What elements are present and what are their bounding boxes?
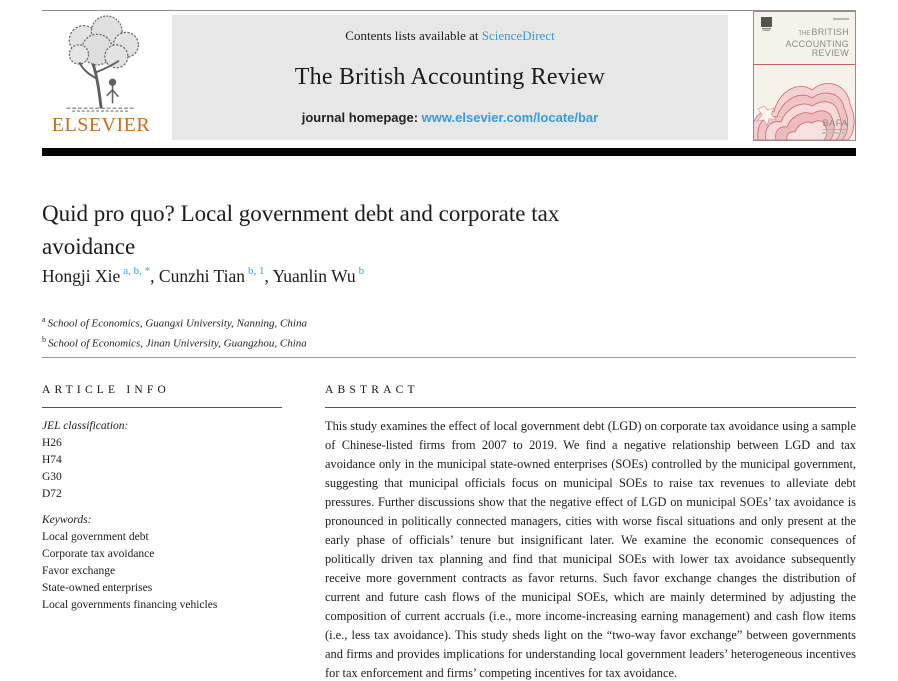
affiliation-a (42, 312, 307, 332)
author (42, 266, 159, 286)
sciencedirect-link[interactable]: ScienceDirect (481, 28, 555, 43)
cover-tiny-text (833, 18, 849, 20)
keyword: Corporate tax avoidance (42, 548, 155, 560)
article-info-column (42, 384, 282, 614)
abstract-top-rule (325, 407, 856, 408)
affiliations (42, 312, 307, 351)
elsevier-wordmark: ELSEVIER (51, 114, 151, 136)
contents-line (345, 28, 554, 44)
cover-bafa-subtext (822, 132, 848, 134)
keyword: Favor exchange (42, 565, 116, 577)
author-name: Yuanlin Wu (272, 266, 356, 286)
elsevier-logo (44, 15, 158, 141)
keywords-label: Keywords: (42, 514, 92, 526)
keyword: Local government debt (42, 531, 149, 543)
author-name: Cunzhi Tian (158, 266, 245, 286)
journal-banner (172, 15, 728, 140)
article-info-rule (42, 407, 282, 408)
cover-title-review: REVIEW (811, 48, 849, 58)
elsevier-tree-icon (53, 15, 149, 113)
cover-title-british: BRITISH (811, 27, 849, 37)
author-affil-sup: b, 1 (247, 265, 265, 278)
affiliation-sup: b (42, 334, 46, 344)
article-title: Quid pro quo? Local government debt and corporate tax avoidance (42, 201, 560, 259)
author (273, 266, 365, 286)
author-separator: , (264, 266, 273, 286)
author (159, 266, 273, 286)
cover-bafa-label: BAFA (822, 118, 848, 128)
journal-title: The British Accounting Review (294, 63, 606, 90)
author-affil-sup: b (358, 265, 365, 278)
author-name: Hongji Xie (42, 266, 121, 286)
keyword: Local governments financing vehicles (42, 599, 218, 611)
affiliation-text: School of Economics, Jinan University, Guangzhou, China (48, 337, 307, 350)
cover-journal-title (786, 28, 850, 59)
author-line (42, 266, 364, 287)
cover-title-accounting: ACCOUNTING (785, 38, 849, 49)
cover-publisher-emblem-icon (760, 17, 773, 32)
keyword: State-owned enterprises (42, 582, 153, 594)
jel-code: H74 (42, 454, 62, 466)
article-info-heading: ARTICLE INFO (42, 384, 170, 396)
homepage-label: journal homepage: (301, 110, 419, 125)
section-top-rule (42, 357, 856, 358)
cover-title-the: THE (798, 31, 811, 37)
top-rule (42, 10, 856, 11)
header-divider-bar (42, 148, 856, 156)
author-separator: , (150, 266, 159, 286)
abstract-column (325, 384, 856, 681)
abstract-heading: ABSTRACT (325, 384, 419, 396)
jel-code: G30 (42, 471, 62, 483)
homepage-line (302, 110, 598, 125)
abstract-text: This study examines the effect of local government debt (LGD) on corporate tax avoidance using a sample of Chinese-listed firms from 2007 to 2019. We find a negative relationship between LGD and tax avoidance only in the municipal state-owned enterprises (SOEs) controlled by the municipal government, suggesting that municipal officials focus on municipal SOEs to raise tax revenues to alleviate debt pressures. Further discussions show that the negative effect of LGD on municipal SOEs’ tax avoidance is pronounced in politically connected managers, cities with worse fiscal situations and only present at the early phase of officials’ tenure but insignificant later. We examine the economic consequences of politically driven tax planning and find that municipal SOEs with lower tax avoidance subsequently receive more government contracts as favor returns. Such favor exchange changes the distribution of current and future cash flows of the municipal SOEs, which are mainly determined by adjusting the composition of current accruals (i.e., more income-increasing earning management) and cash flow items (i.e., less tax avoidance). This study sheds light on the “two-way favor exchange” between governments and firms and provides implications for understanding local government leaders’ heterogeneous incentives for tax enforcement and firms’ competing incentives for tax avoidance. (325, 419, 856, 680)
author-affil-sup: a, b, * (123, 265, 151, 278)
jel-code: D72 (42, 488, 62, 500)
journal-cover-thumbnail (753, 11, 856, 141)
affiliation-b (42, 332, 307, 352)
affiliation-text: School of Economics, Guangxi University, Nanning, China (47, 317, 307, 330)
contents-text: Contents lists available at (345, 28, 479, 43)
homepage-url-link[interactable]: www.elsevier.com/locate/bar (421, 110, 599, 125)
jel-label: JEL classification: (42, 420, 129, 432)
affiliation-sup: a (42, 315, 46, 324)
jel-code: H26 (42, 437, 62, 449)
